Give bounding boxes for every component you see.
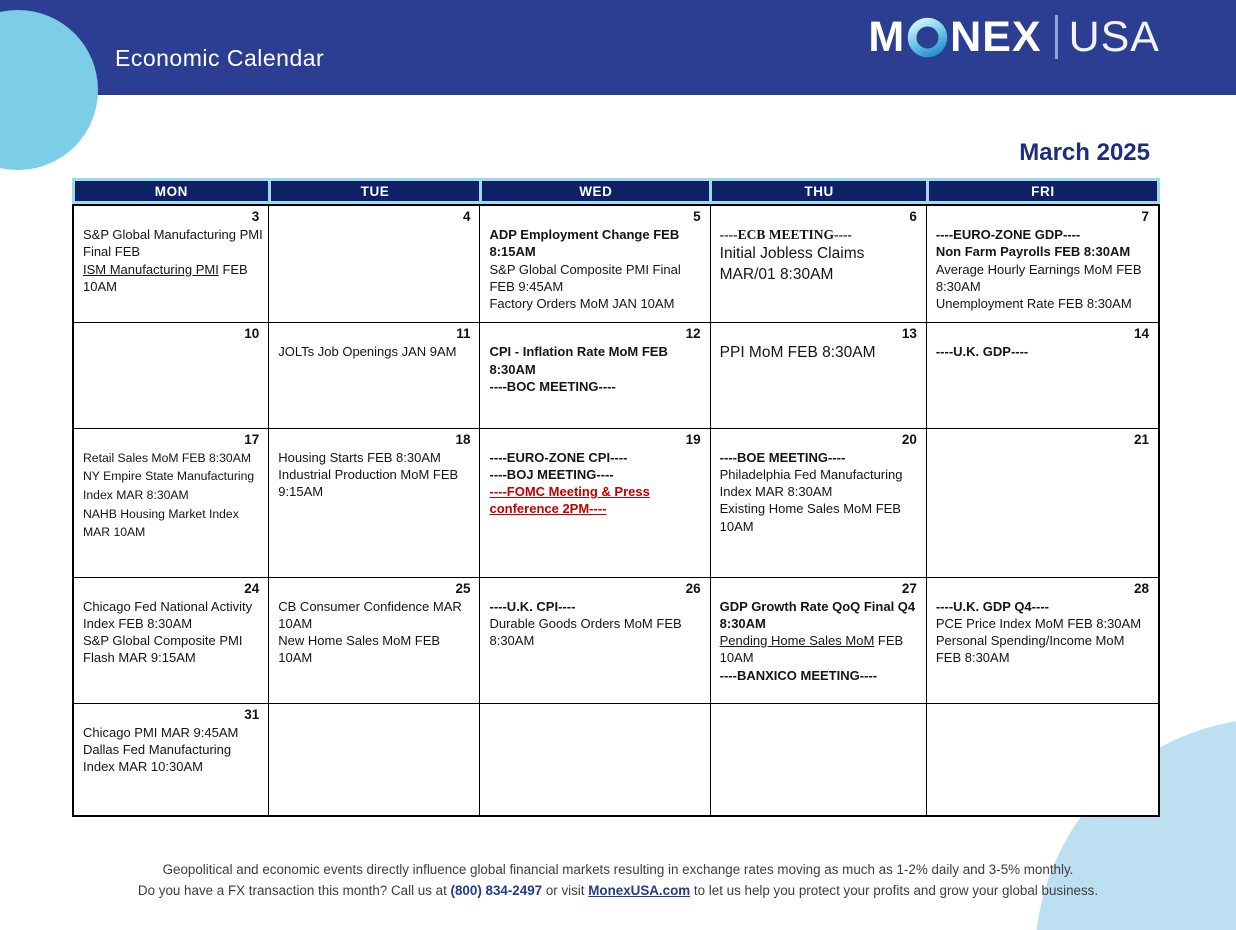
text-run: ----BOE MEETING---- (719, 449, 846, 465)
text-run: FEB 10AM (719, 633, 904, 666)
calendar-event (489, 483, 704, 518)
calendar-event (278, 449, 474, 466)
calendar-event (83, 226, 263, 261)
text-run: ----BOJ MEETING---- (489, 466, 614, 482)
day-header-wed: WED (482, 181, 709, 201)
footer-disclaimer (0, 862, 1236, 877)
text-run: CPI - Inflation Rate MoM FEB 8:30AM (489, 344, 668, 377)
date-number: 26 (685, 580, 701, 596)
calendar-cell-31 (74, 704, 269, 815)
calendar-event (936, 632, 1153, 667)
text-run: or visit (542, 883, 589, 898)
calendar-cell-12 (480, 323, 710, 428)
date-number: 13 (901, 326, 917, 342)
logo-brand-prefix: M (868, 12, 906, 61)
calendar-event (720, 466, 921, 501)
calendar-event (278, 632, 474, 667)
calendar-cell-5 (480, 206, 710, 323)
calendar-cell-17 (74, 429, 269, 578)
date-number: 18 (455, 431, 471, 447)
cell-events (74, 343, 268, 345)
calendar-cell-empty (711, 704, 927, 815)
month-title: March 2025 (1019, 139, 1150, 166)
text-run: Industrial Production MoM FEB 9:15AM (278, 466, 459, 500)
calendar-cell-24 (74, 578, 269, 704)
date-number (480, 704, 709, 724)
day-header-fri: FRI (929, 181, 1157, 201)
text-run: ----EURO-ZONE GDP---- (935, 227, 1081, 242)
date-number: 25 (455, 580, 471, 596)
calendar-grid (72, 204, 1160, 817)
cell-events (74, 724, 268, 778)
text-run: ----EURO-ZONE CPI---- (489, 449, 628, 465)
calendar-event (489, 261, 704, 296)
calendar-event (83, 598, 263, 633)
text-run: ----FOMC Meeting & Press conference 2PM---- (489, 484, 650, 517)
date-number (927, 704, 1158, 724)
text-run: ----BOC MEETING---- (489, 378, 616, 394)
calendar-event (83, 632, 263, 667)
calendar-cell-20 (711, 429, 927, 578)
text-run: CB Consumer Confidence MAR 10AM (278, 598, 462, 631)
footer (0, 862, 1236, 904)
cell-events (269, 343, 479, 362)
date-number (269, 704, 479, 724)
calendar-event (720, 244, 921, 285)
text-run: NAHB Housing Market Index MAR 10AM (83, 506, 239, 540)
date-number: 7 (1141, 209, 1149, 224)
calendar-event (83, 724, 263, 741)
date-number: 12 (685, 326, 701, 342)
text-run: S&P Global Composite PMI Flash MAR 9:15AM (83, 633, 243, 666)
calendar-cell-25 (269, 578, 480, 704)
date-number: 21 (1133, 431, 1149, 447)
cell-events (74, 598, 268, 669)
text-run: Chicago Fed National Activity Index FEB 8:30AM (83, 598, 253, 631)
cell-events (711, 343, 926, 366)
text-run: ----U.K. GDP Q4---- (935, 598, 1049, 614)
calendar-event (83, 261, 263, 296)
calendar-event (489, 615, 704, 650)
date-number: 19 (685, 431, 701, 447)
cell-events (269, 598, 479, 669)
text-run: Geopolitical and economic events directly influence global financial markets resulting in exchange rates moving as much as 1-2% daily and 3-5% monthly. (162, 862, 1074, 877)
date-number: 11 (456, 326, 471, 342)
text-run: Dallas Fed Manufacturing Index MAR 10:30AM (83, 742, 232, 775)
page-title: Economic Calendar (115, 45, 325, 71)
text-run: S&P Global Manufacturing PMI Final FEB (83, 227, 263, 260)
cell-events (480, 343, 709, 397)
text-run: GDP Growth Rate QoQ Final Q4 8:30AM (719, 598, 916, 631)
calendar-event (83, 449, 263, 468)
day-header-tue: TUE (271, 181, 480, 201)
text-run: PCE Price Index MoM FEB 8:30AM (935, 615, 1142, 631)
text-run: ISM Manufacturing PMI (83, 261, 219, 277)
text-run: ADP Employment Change FEB 8:15AM (489, 227, 680, 260)
cell-events (74, 449, 268, 544)
text-run: Pending Home Sales MoM (719, 633, 875, 649)
calendar-event (720, 500, 921, 535)
calendar-event (720, 449, 921, 466)
date-number: 17 (244, 431, 260, 447)
text-run: ----ECB MEETING---- (719, 227, 852, 242)
calendar-event (936, 261, 1153, 296)
date-number: 27 (901, 580, 917, 596)
calendar-event (936, 243, 1153, 260)
cell-events (480, 598, 709, 652)
calendar-cell-3 (74, 206, 269, 323)
cell-events (480, 724, 709, 726)
text-run: ----BANXICO MEETING---- (719, 667, 878, 683)
calendar-cell-21 (927, 429, 1158, 578)
calendar-cell-7 (927, 206, 1158, 323)
calendar-event (720, 667, 921, 684)
calendar-event (489, 226, 704, 261)
calendar-event (83, 467, 263, 504)
text-run: Chicago PMI MAR 9:45AM (83, 724, 239, 740)
header-banner (0, 0, 1236, 95)
calendar-event (489, 295, 704, 312)
calendar-cell-empty (269, 704, 480, 815)
calendar-event (936, 598, 1153, 615)
calendar-event (936, 295, 1153, 312)
text-run: ----U.K. GDP---- (935, 344, 1029, 360)
text-run: Personal Spending/Income MoM FEB 8:30AM (935, 633, 1125, 666)
calendar-event (489, 466, 704, 483)
cell-events (74, 226, 268, 297)
calendar-cell-28 (927, 578, 1158, 704)
date-number: 10 (244, 326, 260, 342)
cell-events (927, 598, 1158, 669)
text-run: Existing Home Sales MoM FEB 10AM (719, 501, 901, 534)
date-number (711, 704, 926, 724)
cell-events (711, 598, 926, 686)
text-run: ----U.K. CPI---- (489, 598, 576, 614)
text-run: Average Hourly Earnings MoM FEB 8:30AM (935, 261, 1142, 294)
text-run: Philadelphia Fed Manufacturing Index MAR 8:30AM (719, 466, 903, 500)
date-number: 20 (901, 431, 917, 447)
calendar-event (489, 378, 704, 395)
text-run: FEB 10AM (83, 261, 248, 294)
cell-events (269, 226, 479, 228)
cell-events (269, 724, 479, 726)
calendar-day-header-row (72, 178, 1160, 204)
calendar-cell-empty (927, 704, 1158, 815)
calendar-cell-11 (269, 323, 480, 428)
calendar-event (720, 226, 921, 244)
date-number: 5 (693, 209, 701, 224)
calendar-cell-13 (711, 323, 927, 428)
text-run: Factory Orders MoM JAN 10AM (489, 296, 675, 312)
text-run: Non Farm Payrolls FEB 8:30AM (935, 244, 1131, 260)
calendar-cell-empty (480, 704, 710, 815)
text-run: JOLTs Job Openings JAN 9AM (278, 344, 457, 360)
calendar-cell-26 (480, 578, 710, 704)
footer-cta (0, 883, 1236, 898)
cell-events (480, 449, 709, 520)
date-number: 14 (1133, 326, 1149, 342)
cell-events (927, 449, 1158, 451)
text-run: Durable Goods Orders MoM FEB 8:30AM (489, 615, 682, 649)
calendar-cell-18 (269, 429, 480, 578)
calendar-event (489, 343, 704, 378)
text-run: NY Empire State Manufacturing Index MAR 8:30AM (83, 469, 255, 502)
calendar-cell-4 (269, 206, 480, 323)
day-header-mon: MON (75, 181, 268, 201)
text-run: Do you have a FX transaction this month? Call us at (137, 883, 451, 898)
cell-events (480, 226, 709, 314)
cell-events (927, 343, 1158, 362)
cell-events (927, 724, 1158, 726)
calendar-event (936, 343, 1153, 360)
date-number: 4 (462, 209, 471, 224)
calendar-event (936, 226, 1153, 243)
calendar-cell-10 (74, 323, 269, 428)
cell-events (269, 449, 479, 503)
calendar-event (720, 632, 921, 667)
logo-separator (1055, 15, 1058, 59)
cell-events (927, 226, 1158, 314)
date-number: 3 (251, 209, 260, 224)
calendar-cell-27 (711, 578, 927, 704)
calendar-event (720, 598, 921, 633)
text-run: Initial Jobless Claims MAR/01 8:30AM (719, 244, 865, 283)
calendar-event (489, 449, 704, 466)
text-run: Unemployment Rate FEB 8:30AM (935, 296, 1132, 312)
text-run: to let us help you protect your profits and grow your global business. (690, 883, 1099, 898)
text-run: PPI MoM FEB 8:30AM (719, 344, 876, 362)
monexusa-link[interactable]: MonexUSA.com (588, 883, 691, 898)
calendar-event (83, 741, 263, 776)
cell-events (711, 226, 926, 287)
day-header-thu: THU (712, 181, 925, 201)
text-run: S&P Global Composite PMI Final FEB 9:45AM (489, 261, 681, 294)
cell-events (711, 449, 926, 537)
phone-number: (800) 834-2497 (450, 883, 543, 898)
calendar-cell-14 (927, 323, 1158, 428)
calendar-cell-6 (711, 206, 927, 323)
calendar-event (936, 615, 1153, 632)
cell-events (711, 724, 926, 726)
date-number: 24 (244, 580, 260, 596)
calendar-event (278, 466, 474, 501)
date-number: 6 (909, 209, 917, 224)
logo-region: USA (1068, 12, 1160, 61)
calendar-event (83, 505, 263, 542)
date-number: 31 (244, 706, 260, 722)
calendar-event (278, 598, 474, 633)
calendar-event (489, 598, 704, 615)
logo-brand-suffix: NEX (950, 12, 1042, 61)
text-run: Housing Starts FEB 8:30AM (278, 449, 441, 465)
calendar-cell-19 (480, 429, 710, 578)
date-number: 28 (1133, 580, 1149, 596)
monex-usa-logo (868, 11, 1160, 63)
text-run: Retail Sales MoM FEB 8:30AM (83, 450, 251, 465)
logo-o-ring-icon (907, 17, 948, 58)
calendar-event (278, 343, 474, 360)
calendar-event (720, 343, 921, 364)
text-run: New Home Sales MoM FEB 10AM (278, 633, 441, 666)
